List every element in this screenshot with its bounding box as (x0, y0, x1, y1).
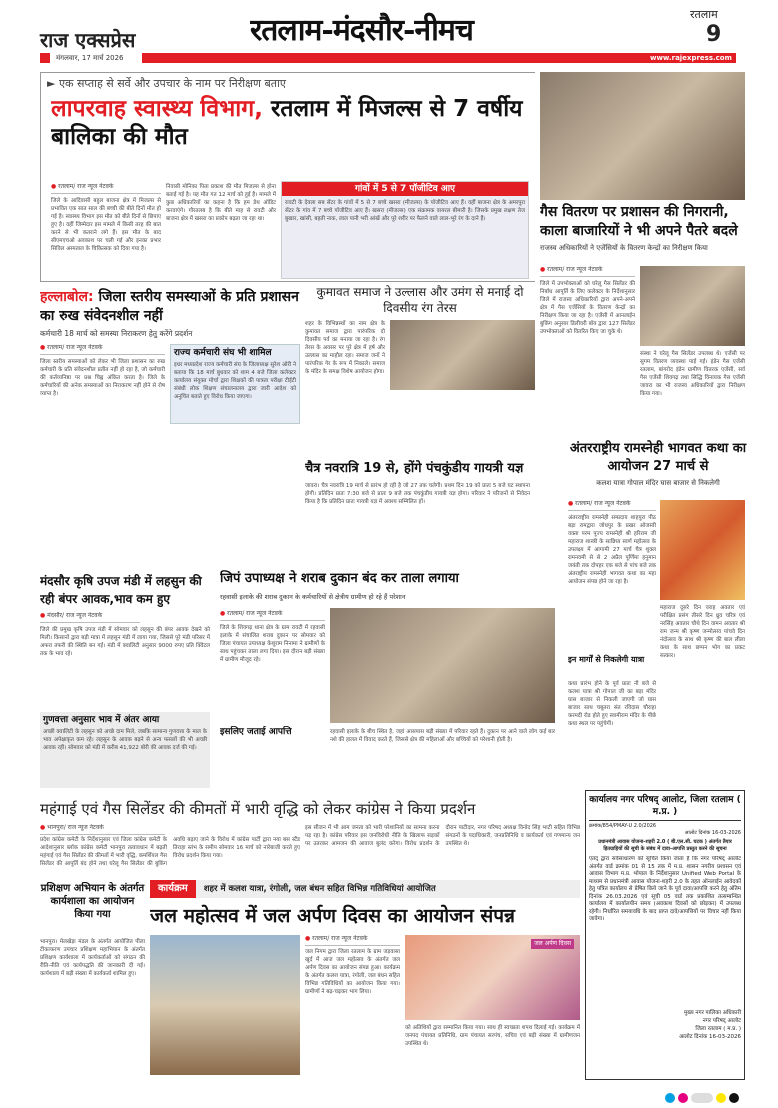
mandsaur-headline: मंदसौर कृषि उपज मंडी में लहसुन की रही बंपर आवक,भाव कम हुए (40, 574, 202, 606)
public-notice (585, 790, 745, 1080)
jipam-byline: ● रतलाम/ राज न्यूज नेटवर्क (220, 610, 325, 621)
notice-ref-date: आलोट दिनांक 16-03-2026 (684, 830, 741, 836)
notice-sign-1: मुख्य नगर पालिका अधिकारी (683, 1010, 741, 1016)
congress-headline: महंगाई एवं गैस सिलेंडर की कीमतों में भारी वृद्धि को लेकर कांग्रेस ने किया प्रदर्शन (40, 800, 476, 818)
masthead-bar (142, 53, 682, 63)
jipam-subhead: रहवासी इलाके की शराब दुकान के कर्मचारियों से क्षेत्रीय ग्रामीण हो रहे हैं परेशान (220, 593, 406, 601)
jal-tag: कार्यक्रम (150, 880, 196, 898)
website-link[interactable]: www.rajexpress.com (646, 53, 736, 63)
bhagwat-body: अंतरराष्ट्रीय रामस्नेही सम्प्रदाय शाहपुरा पीठ बड़ा रामद्वारा जोधपुर के प्रखर ओजस्वी वक्ता परम पूज्य रामस्नेही श्री हरिराम जी महाराज शास्त्री के सान्निध्य स्वर्ण महोत्सव के उपलक्ष्य में आगामी 27 मार्च चैत्र शुक्ल रामनवमी से से 2 अप्रैल पूर्णिमा हनुमान जयंती तक दोपहर एक बजे से पांच बजे तक अंतराष्ट्रीय रामस्नेही भागवत कथा का महा आयोजन संपन्न होने जा रहा है। (568, 515, 656, 585)
city-label: रतलाम (690, 8, 718, 21)
jal-body-2: को अतिथियों द्वारा सम्मानित किया गया। साथ ही स्वच्छता शपथ दिलाई गई। कार्यक्रम में जनपद पंचायत प्रतिनिधि, ग्राम पंचायत सरपंच, सचिव एवं बड़ी संख्या में ग्रामीणजन उपस्थित थे। (405, 1025, 580, 1047)
brand-accent-square (40, 53, 50, 63)
bhagwat-subhead: कलश यात्रा गोपाल मंदिर घास बाजार से निकलेगी (596, 479, 720, 487)
jal-kicker-bar (150, 880, 580, 898)
brand-logo: राज एक्सप्रेस (40, 28, 136, 52)
bhagwat-byline: ● रतलाम/ राज न्यूज नेटवर्क (568, 500, 656, 511)
hallabol-subhead: कर्मचारी 18 मार्च को समस्या निराकरण हेतु करेंगे प्रदर्शन (40, 329, 193, 338)
bhagwat-headline: अंतरराष्ट्रीय रामस्नेही भागवत कथा का आयोजन 27 मार्च से (569, 441, 747, 474)
gas-byline: ● रतलाम/ राज न्यूज नेटवर्क (540, 266, 635, 277)
lead-headline-black: रतलाम में मिजल्स से 7 वर्षीय बालिका की मौत (51, 96, 523, 150)
jipam-headline: जिपं उपाध्यक्ष ने शराब दुकान बंद कर ताला लगाया (220, 571, 459, 586)
hallabol-body: जिला स्तरीय समस्याओं को लेकर भी जिला प्रशासन का रुख कर्मचारी के प्रति संवेदनशील प्रतीत नहीं हो रहा है, जो कर्मचारी की कर्तव्यनिष्ठा पर प्रश्न चिह्न अंकित करता है। जिले के कर्मचारियों की अनेक समस्याओं का निराकरण नहीं होने से रोष व्याप्त है। (40, 359, 165, 397)
lead-sidebar-body: रावटी के देवला सब सेंटर के गांवों में 5 से 7 बच्चे खसरा (मीजल्स) के पॉजीटिव आए हैं। वहीं बाजना क्षेत्र के अमरपुरा सेंटर के गांव में 7 बच्चे पॉजीटिव आए हैं। खसरा (मीजल्स) एक संक्रामक वायरल बीमारी है। जिसके प्रमुख लक्षण तेज बुखार, खांसी, बहती नाक, लाल पानी भरी आंखें और पूरे शरीर पर फैलने वाले लाल-भूरे रंग के दाने हैं। (285, 200, 525, 222)
notice-title: कार्यालय नगर परिषद् आलोट, जिला रतलाम ( म.प्र. ) (589, 794, 741, 821)
jal-banner-text: जल अर्पण दिवस (531, 939, 574, 949)
triangle-icon: ► (47, 77, 56, 90)
jipam-sidebar-title: इसलिए जताई आपत्ति (220, 727, 292, 737)
bhagwat-route-body: कथा प्रारंभ होने के पूर्व प्रातः नौ बजे से कलश यात्रा श्री गोपाल जी का बड़ा मंदिर घास बाजार से निकली जाएगी जो घास बाजार साथ चबूतरा संत रविदास चौराहा करमदी रोड होते हुए स्वामीराम मंदिर के पीछे कथा स्थल पर पहुंचेगी। (568, 681, 656, 727)
grey-dot-icon (691, 1093, 713, 1103)
jal-photo-1 (150, 935, 300, 1075)
gas-subhead: राजस्व अधिकारियों ने एजेंसियों के वितरण केन्द्रों का निरीक्षण किया (540, 244, 708, 252)
hallabol-byline: ● रतलाम/ राज न्यूज नेटवर्क (40, 344, 165, 355)
congress-byline: ● भानपुरा/ राज न्यूज नेटवर्क (40, 824, 165, 835)
mandsaur-byline: ● मंदसौर/ राज न्यूज नेटवर्क (40, 612, 140, 623)
gas-photo (540, 72, 745, 200)
mandsaur-sidebar-body: अच्छी क्वालिटी के लहसुन को अच्छे दाम मिले, जबकि सामान्य गुणवत्ता के माल के भाव अपेक्षाकृत कम रहे। लहसुन के आवक बढ़ने से अन्य फसलों की भी अच्छी आवक रही। सोमवार को मंडी में करीब 41,922 बोरी की आवक दर्ज की गई। (43, 729, 207, 751)
jal-headline: जल महोत्सव में जल अर्पण दिवस का आयोजन संपन्न (150, 905, 515, 927)
jipam-photo (330, 608, 555, 723)
mandsaur-body: जिले की प्रमुख कृषि उपज मंडी में सोमवार को लहसुन की बंपर आवक देखने को मिली। किसानों द्वारा बड़ी मात्रा में लहसुन मंडी में लाया गया, जिससे पूरे मंडी परिसर में अफरा तफरी की स्थिति बन गई। मंडी में क्वालिटी अनुसार 9000 रुपए प्रति क्विंटल तक के भाव रहे। (40, 627, 210, 657)
congress-body: प्रदेश कांग्रेस कमेटी के निर्देशानुसार एवं जिला कांग्रेस कमेटी के आदेशानुसार ब्लॉक कांग्रेस कमेटी भानपुरा तत्वावधान में बढ़ती महंगाई एवं गैस सिलेंडर की कीमतों में भारी वृद्धि, कमर्शियल गैस सिलेंडर की आपूर्ति बंद होने तथा घरेलू गैस सिलेंडर की बुकिंग अवधि बढ़ाए जाने के विरोध में कांग्रेस पार्टी द्वारा नया बस स्टैंड तिराहा स्तंभ के समीप सोमवार 16 मार्च को नारेबाजी करते हुए विरोध प्रदर्शन किया गया। (40, 837, 300, 867)
hallabol-sidebar (170, 344, 300, 424)
bhagwat-route-title: इन मार्गों से निकलेगी यात्रा (568, 655, 645, 664)
notice-ref: क्रमांक/854/PMAY-U 2.0/2026 (589, 823, 657, 829)
lead-headline (51, 95, 531, 179)
registration-marks (665, 1088, 742, 1107)
congress-body-2: इस सीजन में भी आम जनता को भारी परेशानियों का सामना करना पड़ रहा है। कांग्रेस परिवार इस जनविरोधी नीति के खिलाफ सड़कों पर उतरकर आमजन की आवाज बुलंद करेगा। विरोध प्रदर्शन के दौरान पाटीदार, नगर परिषद अध्यक्ष विनोद सिंह भाटी सहित विभिन्न संगठनों के पदाधिकारी, जनप्रतिनिधि व कार्यकर्ता एवं गणमान्य जन उपस्थित थे। (305, 825, 580, 847)
mandsaur-sidebar-title: गुणवत्ता अनुसार भाव में अंतर आया (43, 715, 160, 725)
kumawat-photo (390, 320, 535, 390)
bhagwat-body-2: महाराज दूसरे दिन वराह अवतार एवं परीक्षित प्रसंग तीसरे दिन ध्रुव चरित्र एवं नरसिंह अवतार चौथे दिन वामन अवतार श्री राम जन्म श्री कृष्ण जन्मोत्सव पांचवे दिन नंदोत्सव के साथ श्री कृष्ण की बाल लीला कथा के साथ छप्पन भोग का प्रकट सत्कार। (660, 605, 745, 659)
hallabol-sidebar-body: इधर मध्यप्रदेश राज्य कर्मचारी संघ के जिलाध्यक्ष सुरेश ओरी ने बताया कि 18 मार्च बुधवार को शाम 4 बजे जिला कलेक्टर कार्यालय संयुक्त मोर्चा द्वारा शिक्षकों की पात्रता परीक्षा टीईटी संबंधी लोक शिक्षण संचालनालय द्वारा जारी आदेश को अनुचित बताते हुए विरोध किया जाएगा। (174, 362, 296, 400)
training-headline: प्रशिक्षण अभियान के अंतर्गत कार्यशाला का आयोजन किया गया (40, 883, 145, 920)
notice-body: एतद् द्वारा सर्वसाधारण को सूचित किया जाता है कि नगर परिषद् आलोट अंतर्गत वार्ड क्रमांक 01 से 15 तक में म.प्र. शासन नगरीय प्रशासन एवं आवास विभाग म.प्र. भोपाल के निर्देशानुसार Unified Web Portal के माध्यम से प्रधानमंत्री आवास योजना-शहरी 2.0 के तहत ऑनलाईन आवेदकों हेतु पत्रित कार्यालय से प्रेषित किये जाने के पूर्व दावा/आपत्ति करने हेतु अंतिम दिनांक 26.03.2026 एवं सूची 05 वार्ड तक प्रकाशित तत्सम्बन्धित कार्यालय में कार्यालयीन समय (अवकाश दिवसों को छोड़कर) में उपलब्ध रहेगी। निर्धारित समयावधि के बाद प्राप्त दावे/आपत्तियों पर विचार नहीं किया जावेगा। (589, 856, 741, 922)
lead-headline-red: लापरवाह स्वास्थ्य विभाग, (51, 96, 263, 122)
navratri-body: जावरा। चैत्र नवरात्रि 19 मार्च से प्रारंभ हो रही है जो 27 तक चलेगी। प्रथम दिन 19 को प्रातः 5 बजे घट स्थापना होगी। प्रतिदिन प्रातः 7:30 बजे से प्रातः 9 बजे तक पंचकुंडीय गायत्री यज्ञ होगा। परिवार ने परिजनों से निवेदन किया है कि प्रतिदिन प्रातः गायत्री यज्ञ में अवश्य सम्मिलित हों। (305, 483, 530, 505)
cyan-dot-icon (665, 1093, 675, 1103)
lead-story (40, 72, 535, 282)
lead-sidebar (281, 181, 529, 279)
training-body: भानपुरा। मेलखेड़ा मंडल के अंतर्गत आयोजित पीला टीकाकरण उपचार प्रशिक्षण महाभियान के अंतर्गत प्रशिक्षण कार्यशाला में कार्यकर्ताओं को संगठन की रीति-नीति एवं कार्यपद्धति की जानकारी दी गई। कार्यशाला में बड़ी संख्या में कार्यकर्ता शामिल हुए। (40, 939, 145, 977)
jal-body: जल निगम द्वारा जिला रतलाम के ग्राम जड़वासा खुर्द में आज जल महोत्सव के अंतर्गत जल अर्पण दिवस का आयोजन संपन्न हुआ। कार्यक्रम के अंतर्गत कलश यात्रा, रंगोली, जल बंधन सहित विभिन्न गतिविधियों का आयोजन किया गया। ग्रामीणों ने बढ़-चढ़कर भाग लिया। (305, 949, 400, 995)
mandsaur-sidebar (40, 712, 210, 788)
jal-byline: ● रतलाम/ राज न्यूज नेटवर्क (305, 935, 400, 946)
navratri-headline: चैत्र नवरात्रि 19 से, होंगे पंचकुंडीय गायत्री यज्ञ (305, 461, 524, 476)
edition-date: मंगलवार, 17 मार्च 2026 (56, 54, 124, 62)
jipam-body-2: रहवासी इलाके के बीच स्थित है, जहां आसपास बड़ी संख्या में परिवार रहते हैं। दुकान पर आने वाले लोग कई बार नशे की हालत में विवाद करते हैं, जिससे क्षेत्र की महिलाओं और बच्चियों को परेशानी होती है। (330, 729, 555, 743)
jipam-body: जिले के शिवगढ़ थाना क्षेत्र के ग्राम रावटी में रहवासी इलाके में संचालित शराब दुकान पर सोमवार को जिला पंचायत उपाध्यक्ष केशुराम निनामा ने ग्रामीणों के साथ पहुंचकर ताला लगा दिया। इस दौरान बड़ी संख्या में ग्रामीण मौजूद रहे। (220, 625, 325, 663)
lead-body: जिले के आदिवासी बहुल बाजना क्षेत्र में मिजल्स से प्रभावित एक सात साल की बच्ची की बीते दिनों मौत हो गई है। स्वास्थ्य विभाग इस मौत को बीते दिनों से छिपाए हुए है। वहीं जिम्मेदार इस मामले में किसी तरह की बात करने से भी कतराने लगे हैं। इस मौत के बाद सीएमएचओ अवकाश पर चली गई और इनका प्रभार सिविल अस्पताल के चिकित्सक को दिया गया है। (51, 198, 161, 252)
notice-sign-3: जिला रतलाम ( म.प्र. ) (695, 1026, 741, 1032)
bhagwat-photo (660, 500, 745, 600)
notice-sign-4: आलोट दिनांक 16-03-2026 (678, 1034, 741, 1040)
lead-body-2: निवासी मोनिका पिता प्रकाश की मौत मिजल्स से होना बताई गई है। यह मौत गत 12 मार्च को हुई है। मामले में कुछ अधिकारियों का कहना है कि हम डेथ ऑडिट करवाएंगे। गौरतलब है कि बीते माह से रावटी और बाजना क्षेत्र में खसरा का प्रकोप बढ़ता जा रहा था। (166, 184, 276, 222)
gas-body: जिले में उपभोक्ताओं को घरेलू गैस सिलेंडर की निर्बाध आपूर्ति के लिए कलेक्टर के निर्देशानुसार जिले में राजस्व अधिकारियों द्वारा अपने-अपने क्षेत्र में गैस एजेंसियों के वितरण केन्द्रों का निरीक्षण किया जा रहा है। एजेंसी में आनलाईन बुकिंग अनुसार डिलीवरी बॉय द्वारा 127 सिलेंडर उपभोक्ताओं को वितरित किए जा चुके थे। (540, 281, 635, 335)
page-number: 9 (706, 22, 722, 47)
lead-kicker: एक सप्ताह से सर्वे और उपचार के नाम पर निरीक्षण बताए (58, 77, 286, 90)
gas-photo-2 (640, 266, 745, 346)
notice-subject-1: प्रधानमंत्री आवास योजना-शहरी 2.0 ( बी.एल.सी. घटक ) अंतर्गत तैयार (598, 839, 732, 845)
page-title: रतलाम-मंदसौर-नीमच (250, 13, 473, 48)
magenta-dot-icon (678, 1093, 688, 1103)
notice-subject-2: हितग्राहियों की सूची के संबंध में दावा-आपत्ति प्रस्तुत करने की सूचना (603, 846, 727, 852)
hallabol-sidebar-title: राज्य कर्मचारी संघ भी शामिल (174, 348, 272, 358)
notice-sign-2: नगर परिषद् आलोट (702, 1018, 741, 1024)
lead-sidebar-title: गांवों में 5 से 7 पॉजीटिव आए (282, 182, 528, 196)
black-dot-icon (729, 1093, 739, 1103)
jal-photo-2 (405, 935, 580, 1020)
jal-kicker: शहर में कलश यात्रा, रंगोली, जल बंधन सहित विभिन्न गतिविधियां आयोजित (203, 884, 436, 894)
kumawat-headline: कुमावत समाज ने उल्लास और उमंग से मनाई दो दिवसीय रंग तेरस (316, 285, 524, 315)
hallabol-headline: हल्लाबोल: जिला स्तरीय समस्याओं के प्रति प्रशासन का रुख संवेदनशील नहीं (40, 289, 299, 324)
yellow-dot-icon (716, 1093, 726, 1103)
gas-headline: गैस वितरण पर प्रशासन की निगरानी, काला बाजारियों ने भी अपने पैतरे बदले (540, 204, 738, 239)
gas-body-2: संस्था ने घरेलू गैस सिलेंडर उपलब्ध थे। एजेंसी पर सुगम वितरण व्यवस्था पाई गई। इंडेन गैस एजेंसी रतलाम, बांगरोद इंडेन ग्रामीण वितरक एजेंसी, सर्व गैस एजेंसी शिवगढ़ तथा सिद्धि विनायक गैस एजेंसी जावरा का भी राजस्व अधिकारियों द्वारा निरीक्षण किया गया। (640, 351, 745, 397)
kumawat-body: शहर के विभिन्नस्थों का नाम क्षेत्र के कुमावत समाज द्वारा पारंपरिक दो दिवसीय पर्व का मनाया जा रहा है। रंग तेरस के अवसर पर पूरे क्षेत्र में हर्ष और उल्लास का माहौल रहा। समाज जनों ने पारंपरिक गेर के रूप में निकाले। समाज के मंदिर के समक्ष विशेष आयोजन होगा। (305, 321, 385, 375)
lead-byline: ● रतलाम/ राज न्यूज नेटवर्क (51, 183, 161, 194)
